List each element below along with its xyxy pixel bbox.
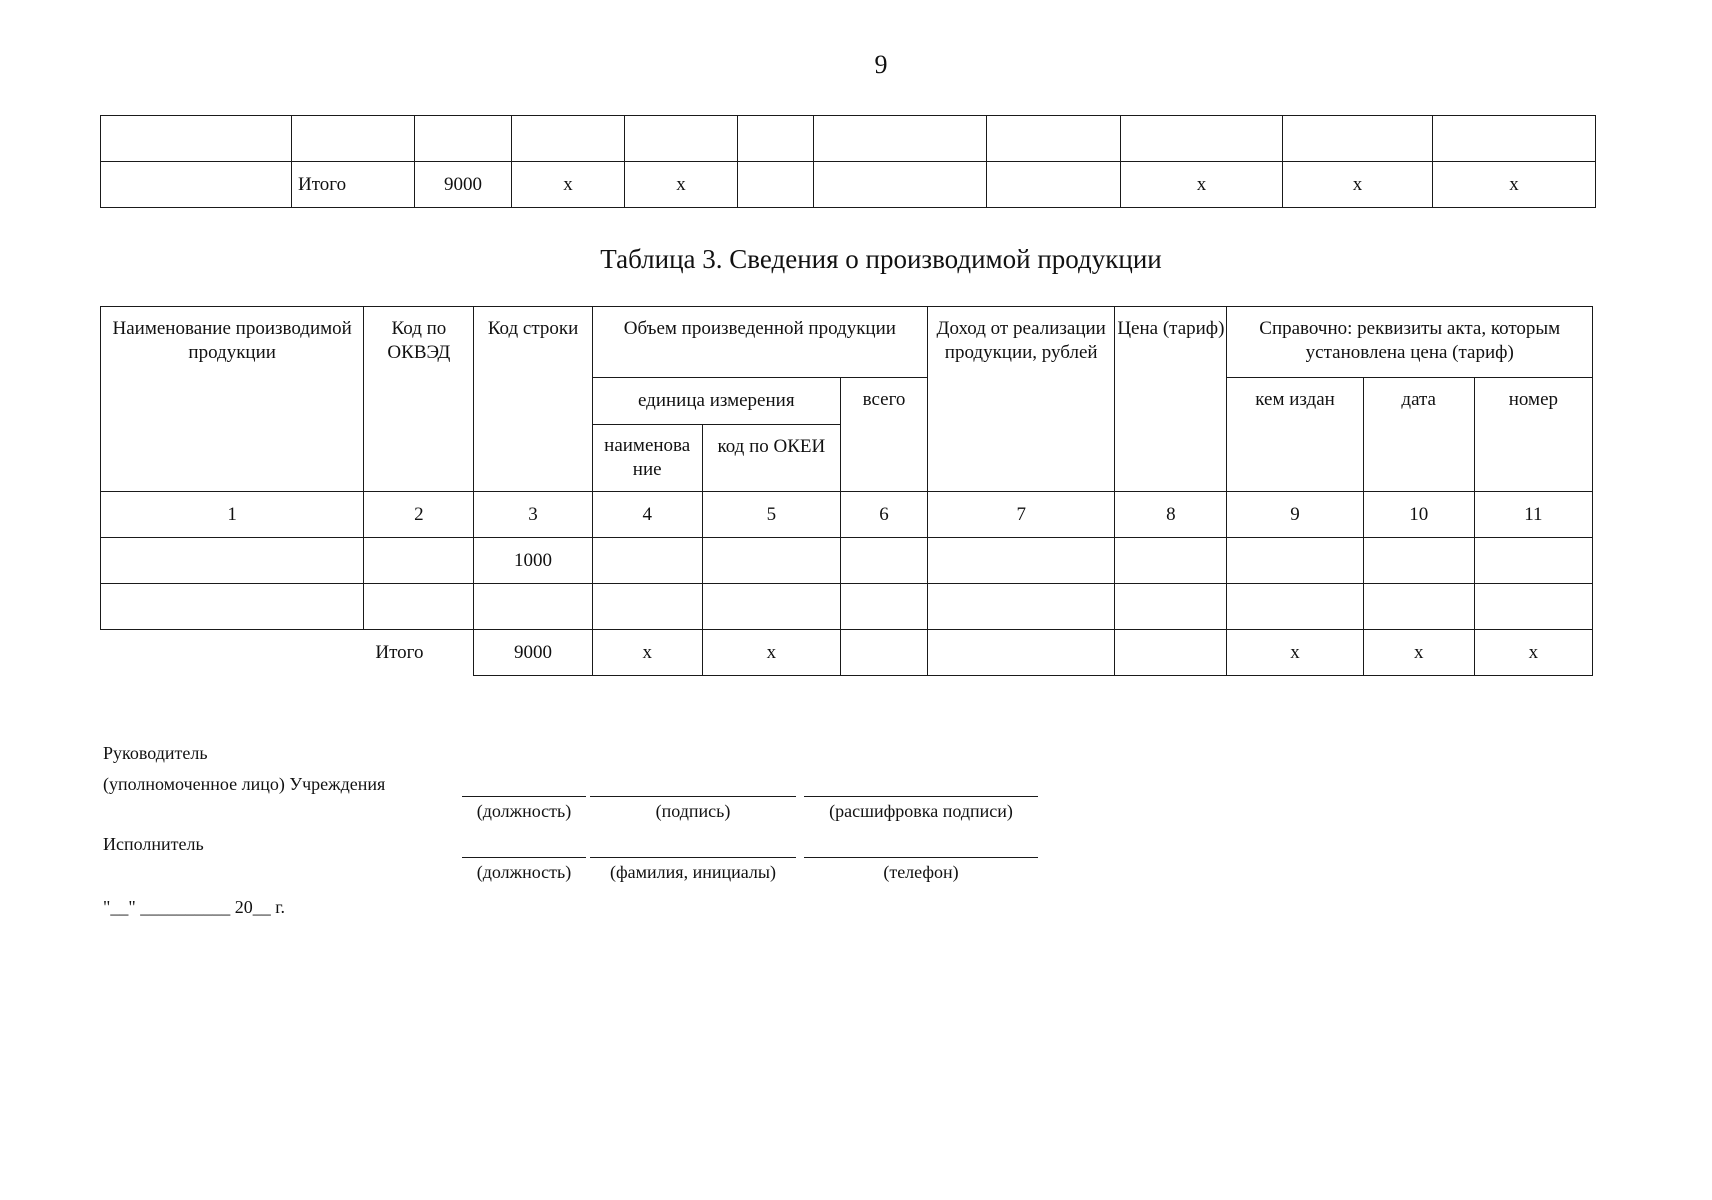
total-row	[101, 162, 1596, 208]
x-mark: x	[592, 630, 702, 676]
column-number: 6	[840, 492, 927, 538]
column-numbers-row	[101, 492, 1593, 538]
position-line[interactable]	[462, 796, 586, 797]
column-number: 4	[592, 492, 702, 538]
x-mark: x	[1121, 162, 1283, 208]
column-number: 7	[928, 492, 1115, 538]
x-mark: x	[1283, 162, 1433, 208]
x-mark: x	[1227, 630, 1363, 676]
column-number: 9	[1227, 492, 1363, 538]
header-total: всего	[840, 378, 927, 492]
table-row	[101, 538, 1593, 584]
total-code: 9000	[415, 162, 512, 208]
total-row	[101, 630, 1593, 676]
total-code: 9000	[474, 630, 592, 676]
executor-position-line[interactable]	[462, 857, 586, 858]
phone-line[interactable]	[804, 857, 1038, 858]
executor-name-line[interactable]	[590, 857, 796, 858]
signature-caption: (подпись)	[655, 801, 731, 821]
header-number: номер	[1474, 378, 1592, 492]
header-okei: код по ОКЕИ	[702, 425, 840, 492]
column-number: 5	[702, 492, 840, 538]
phone-caption: (телефон)	[883, 862, 959, 882]
column-number: 11	[1474, 492, 1592, 538]
signature-line[interactable]	[590, 796, 796, 797]
header-product-name: Наименование производимой продукции	[101, 307, 364, 492]
column-number: 3	[474, 492, 592, 538]
header-volume: Объем произведенной продукции	[592, 307, 927, 378]
date-field[interactable]: "__" __________ 20__ г.	[103, 897, 286, 917]
executor-position-caption: (должность)	[476, 862, 572, 882]
header-date: дата	[1363, 378, 1474, 492]
column-number: 8	[1115, 492, 1227, 538]
decoding-line[interactable]	[804, 796, 1038, 797]
header-line-code: Код строки	[474, 307, 592, 492]
header-issued-by: кем издан	[1227, 378, 1363, 492]
table-title: Таблица 3. Сведения о производимой продукции	[600, 244, 1162, 274]
page-number: 9	[874, 50, 888, 79]
head-label: Руководитель	[103, 743, 208, 763]
x-mark: x	[625, 162, 738, 208]
header-income: Доход от реализации продукции, рублей	[928, 307, 1115, 492]
header-unit-name: наименова ние	[592, 425, 702, 492]
executor-label: Исполнитель	[103, 834, 204, 854]
column-number: 10	[1363, 492, 1474, 538]
table-row	[101, 584, 1593, 630]
x-mark: x	[1363, 630, 1474, 676]
column-number: 1	[101, 492, 364, 538]
header-unit: единица измерения	[592, 378, 840, 425]
x-mark: x	[512, 162, 625, 208]
header-row	[101, 307, 1593, 378]
total-label: Итого	[375, 641, 424, 663]
header-reference: Справочно: реквизиты акта, которым установлена цена (тариф)	[1227, 307, 1593, 378]
header-okved: Код по ОКВЭД	[364, 307, 474, 492]
row-code: 1000	[474, 538, 592, 584]
executor-name-caption: (фамилия, инициалы)	[610, 862, 776, 882]
decoding-caption: (расшифровка подписи)	[829, 801, 1013, 821]
column-number: 2	[364, 492, 474, 538]
table-row	[101, 116, 1596, 162]
header-price: Цена (тариф)	[1115, 307, 1227, 492]
x-mark: x	[702, 630, 840, 676]
x-mark: x	[1474, 630, 1592, 676]
position-caption: (должность)	[476, 801, 572, 821]
total-label: Итого	[292, 162, 415, 208]
x-mark: x	[1433, 162, 1596, 208]
head-label-authorized: (уполномоченное лицо) Учреждения	[103, 774, 386, 794]
previous-table-continuation	[100, 115, 1596, 208]
products-table	[100, 306, 1593, 676]
